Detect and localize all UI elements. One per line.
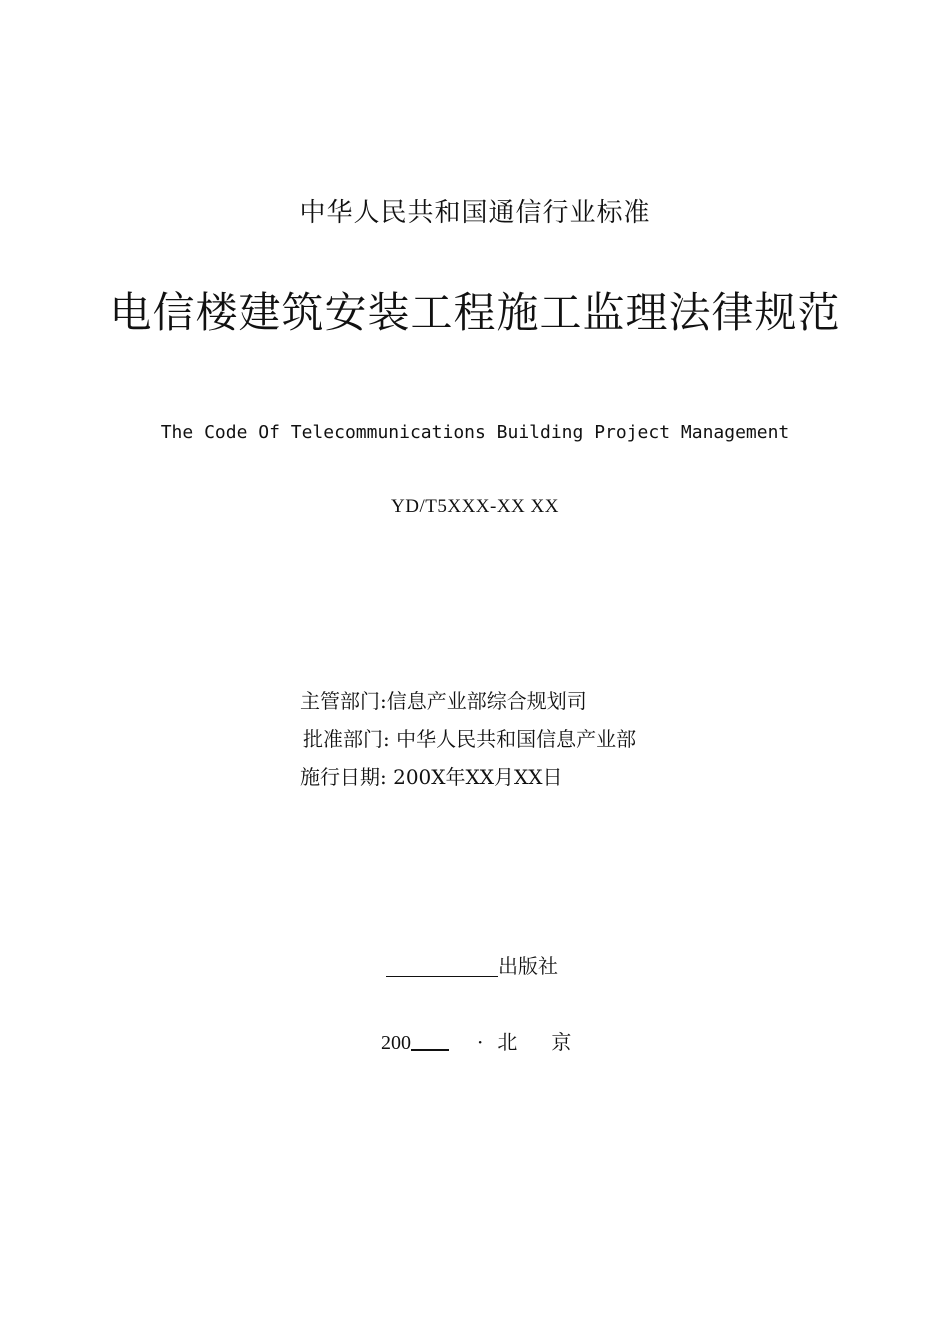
competent-department: 主管部门:信息产业部综合规划司: [300, 689, 587, 713]
approval-department: 批准部门: 中华人民共和国信息产业部: [303, 727, 637, 751]
publisher-suffix: 出版社: [498, 954, 558, 978]
imprint-city-char-1: 北: [497, 1030, 518, 1054]
standard-category: 中华人民共和国通信行业标准: [299, 198, 651, 228]
imprint-line: [381, 1026, 571, 1055]
standard-number: YD/T5XXX-XX XX: [391, 496, 559, 517]
imprint-year-blank: [411, 1031, 449, 1051]
imprint-city-char-2: 京: [551, 1030, 572, 1054]
imprint-dot: ·: [477, 1030, 484, 1054]
publisher-blank: [386, 956, 498, 977]
imprint-year: 200: [381, 1032, 411, 1054]
effective-date: 施行日期: 200X年XX月XX日: [300, 765, 563, 789]
english-title: The Code Of Telecommunications Building Project Management: [160, 422, 790, 443]
document-title: 电信楼建筑安装工程施工监理法律规范: [109, 288, 841, 337]
publisher-line: [386, 950, 558, 979]
